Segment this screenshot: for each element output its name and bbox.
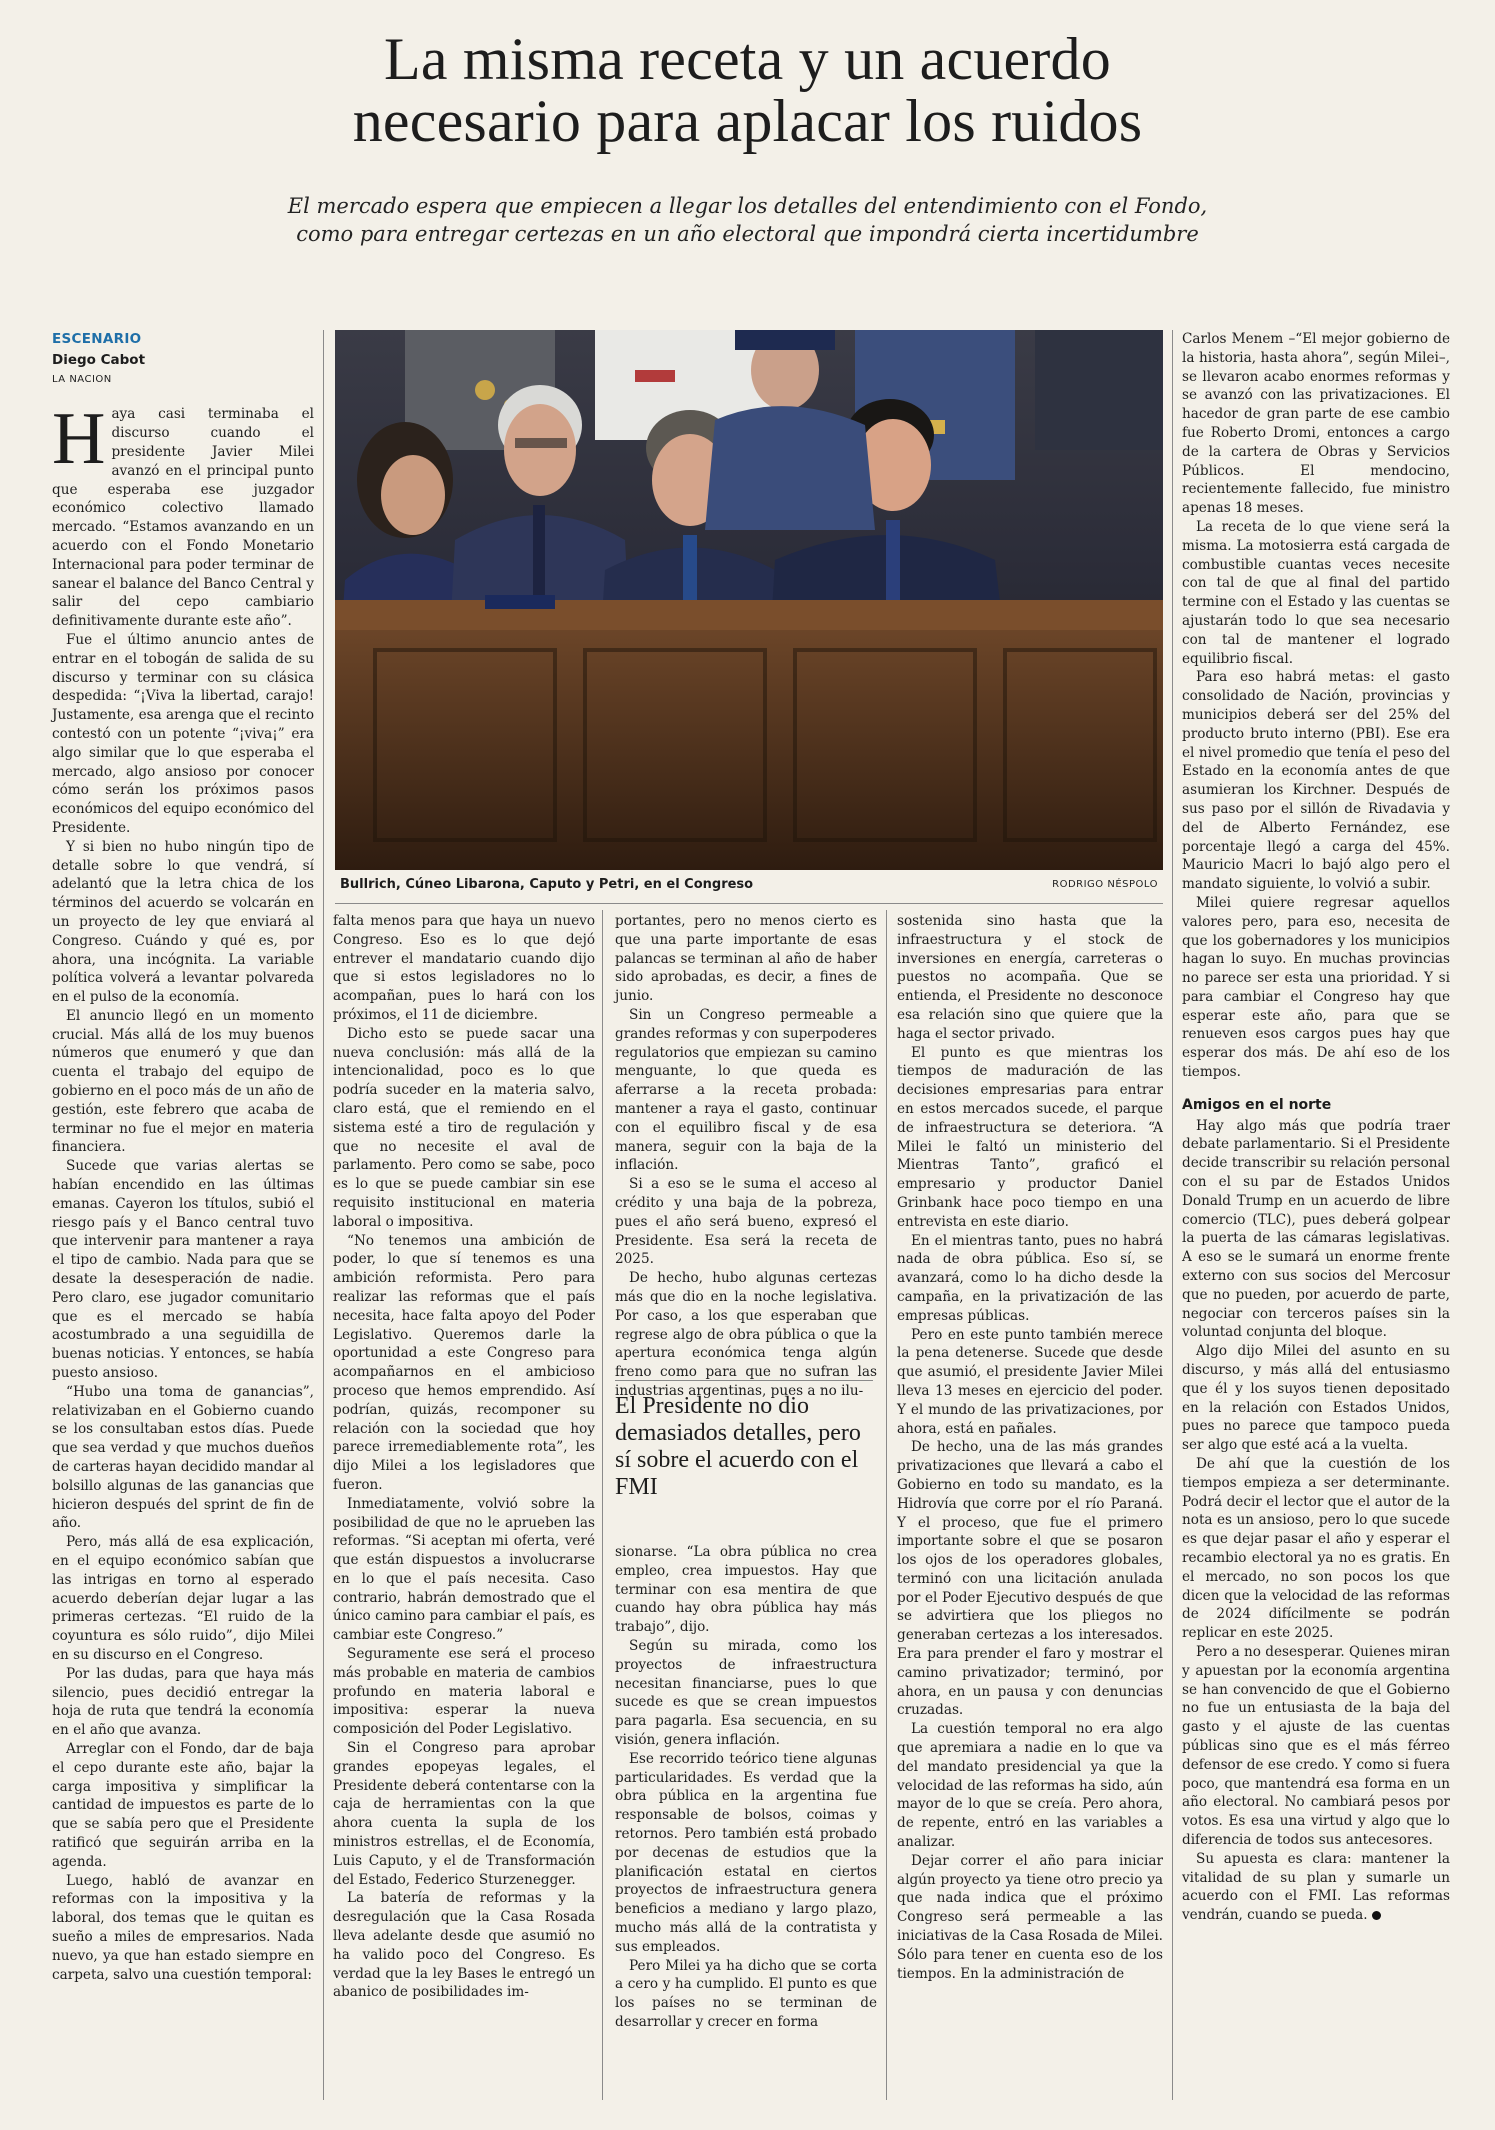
paragraph: El anuncio llegó en un momento crucial. Más allá de los muy buenos números que enumeró y que dan cuenta el trabajo del equipo de gobierno en el poco más de un año de gestión, este febrero que acaba de terminar no fue el mejor en materia financiera. xyxy=(52,1007,314,1156)
paragraph: Carlos Menem –“El mejor gobierno de la historia, hasta ahora”, según Milei–, se llevaron acabo enormes reformas y se avanzó con las privatizaciones. El hacedor de gran parte de ese cambio fue Roberto Dromi, entonces a cargo de la cartera de Obras y Servicios Públicos. El mendocino, recientemente fallecido, fue ministro apenas 18 meses. xyxy=(1182,331,1450,517)
paragraph: La cuestión temporal no era algo que apremiara a nadie en lo que va del mandato presidencial ya que la velocidad de las reformas ha sido, aún mayor de lo que se creía. Pero ahora, de repente, entró en las variables a analizar. xyxy=(897,1721,1163,1851)
article-column-4 xyxy=(897,912,1163,2100)
paragraph: Fue el último anuncio antes de entrar en el tobogán de salida de su discurso y terminar con su clásica despedida: “¡Viva la libertad, carajo! Justamente, esa arenga que el recinto contestó con un potente “¡viva¡” era algo similar que lo que esperaba el mercado, algo ansioso por conocer cómo serán los próximos pasos económicos del equipo económico del Presidente. xyxy=(52,631,315,836)
paragraph: Milei quiere regresar aquellos valores pero, para eso, necesita de que los gobernadores y los municipios hagan lo suyo. En muchas provincias no parece ser esta una prioridad. Y si para cambiar el Congreso hay que esperar este año, para que se renueven esos cargos pues hay que esperar dos más. De ahí eso de los tiempos. xyxy=(1182,894,1450,1081)
paragraph: Pero a no desesperar. Quienes miran y apuestan por la economía argentina se han convencido de que el Gobierno no fue un entusiasta de la baja del gasto y el ajuste de las cuentas públicas sino que es el más férreo defensor de ese credo. Y como si fuera poco, que mantendrá esa forma en un año electoral. No cambiará pesos por votos. Es esa una virtud y algo que lo diferencia de todos sus antecesores. xyxy=(1182,1643,1450,1848)
pull-quote: El Presidente no dio demasiados detalles, pero sí sobre el acuerdo con el FMI xyxy=(615,1380,873,1501)
section-tag: ESCENARIO xyxy=(52,331,142,347)
article-column-3-continued xyxy=(615,1543,877,2100)
paragraph: Por las dudas, para que haya más silencio, pues decidió entregar la hoja de ruta que tendrá la economía en el año que avanza. xyxy=(52,1665,314,1739)
end-of-article-icon xyxy=(1372,1911,1381,1920)
paragraph: Arreglar con el Fondo, dar de baja el cepo durante este año, bajar la carga impositiva y simplificar la cantidad de impuestos es parte de lo que se sabía pero que el Presidente ratificó que seguirán arriba en la agenda. xyxy=(52,1740,314,1870)
paragraph: Pero en este punto también merece la pena detenerse. Sucede que desde que asumió, el presidente Javier Milei lleva 13 meses en ejercicio del poder. Y el mundo de las privatizaciones, por ahora, está en pañales. xyxy=(897,1326,1163,1437)
paragraph: El punto es que mientras los tiempos de maduración de las decisiones empresarias para entrar en estos mercados sucede, el parque de infraestructura se deteriora. “A Milei le faltó un ministerio del Mientras Tanto”, graficó el empresario y productor Daniel Grinbank hace poco tiempo en una entrevista en este diario. xyxy=(897,1044,1163,1230)
paragraph: Y si bien no hubo ningún tipo de detalle sobre lo que vendrá, sí adelantó que la letra chica de los términos del acuerdo se volcarán en un proyecto de ley que enviará al Congreso. Cuándo y qué es, por ahora, una incógnita. La variable política volverá a levantar polvareda en el pulso de la economía. xyxy=(52,838,314,1006)
paragraph: falta menos para que haya un nuevo Congreso. Eso es lo que dejó entrever el mandatario cuando dijo que si estos legisladores no lo acompañan, pues lo hará con los próximos, el 11 de diciembre. xyxy=(333,913,595,1023)
paragraph: Dejar correr el año para iniciar algún proyecto ya tiene otro precio ya que nada indica que el próximo Congreso será permeable a las iniciativas de la Casa Rosada de Milei. Sólo para tener en cuenta eso de los tiempos. En la administración de xyxy=(897,1852,1163,1982)
photo-credit: RODRIGO NÉSPOLO xyxy=(1052,879,1158,890)
congress-photo xyxy=(335,330,1163,870)
headline-line-1: La misma receta y un acuerdo xyxy=(384,26,1111,92)
paragraph: Para eso habrá metas: el gasto consolidado de Nación, provincias y municipios deberá ser del 25% del producto bruto interno (PBI). Ese era el nivel promedio que tenía el peso del Estado en la economía antes de que asumieran los Kirchner. Después de sus paso por el sillón de Rivadavia y del de Alberto Fernández, ese porcentaje llegó a carga del 45%. Mauricio Macri lo bajó algo pero el mandato siguiente, lo volvió a subir. xyxy=(1182,669,1450,893)
deck-line-2: como para entregar certezas en un año electoral que impondrá cierta incertidumbre xyxy=(296,222,1199,246)
paragraph: Ese recorrido teórico tiene algunas particularidades. Es verdad que la obra pública en la argentina fue responsable de bolsos, coimas y retornos. Pero también está probado por decenas de estudios que la planificación estatal en ciertos proyectos de infraestructura genera beneficios a mediano y largo plazo, mucho más allá de la contratista y sus empleados. xyxy=(615,1750,877,1955)
paragraph: Hay algo más que podría traer debate parlamentario. Si el Presidente decide transcribir su relación personal con el su par de Estados Unidos Donald Trump en un acuerdo de libre comercio (TLC), pues deberá golpear la puerta de las cámaras legislativas. A eso se le sumará un enorme frente externo con sus socios del Mercosur que no pueden, por acuerdo de parte, negociar con terceros países sin la voluntad conjunta del bloque. xyxy=(1182,1117,1450,1341)
photo-caption xyxy=(340,877,1158,899)
paragraph: “No tenemos una ambición de poder, lo que sí tenemos es una ambición reformista. Pero para realizar las reformas que el país necesita, hace falta apoyo del Poder Legislativo. Queremos darle la oportunidad a este Congreso para acompañarnos en el ambicioso proceso que hemos emprendido. Así podrían, quizás, recomponer su relación con la sociedad que hoy parece irremediablemente rota”, les dijo Milei a los legisladores que fueron. xyxy=(333,1232,595,1493)
article-column-3 xyxy=(615,912,877,1399)
paragraph: Pero, más allá de esa explicación, en el equipo económico sabían que las intrigas en torno al esperado acuerdo deberían dejar lugar a las primeras certezas. “El ruido de la coyuntura es sólo ruido”, dijo Milei en su discurso en el Congreso. xyxy=(52,1534,314,1663)
paragraph: portantes, pero no menos cierto es que una parte importante de esas palancas se terminan al año de haber sido aprobadas, es decir, a fines de junio. xyxy=(615,913,877,1005)
paragraph: Pero Milei ya ha dicho que se corta a cero y ha cumplido. El punto es que los países no se terminan de desarrollar y crecer en forma xyxy=(615,1957,877,2030)
headline xyxy=(0,28,1495,152)
headline-line-2: necesario para aplacar los ruidos xyxy=(352,88,1143,154)
source-label: LA NACION xyxy=(52,373,112,385)
paragraph: sionarse. “La obra pública no crea empleo, crea impuestos. Hay que terminar con esa mentira de que cuando hay obra pública hay más trabajo”, dijo. xyxy=(615,1544,877,1636)
paragraph: Según su mirada, como los proyectos de infraestructura necesitan financiarse, pues lo que sucede es que se crean impuestos para pagarla. Esa secuencia, en su visión, genera inflación. xyxy=(615,1637,877,1748)
paragraph: sostenida sino hasta que la infraestructura y el stock de inversiones en energía, carreteras o puestos no acompaña. Que se entienda, el Presidente no desconoce esa relación sino que quiere que la haga el sector privado. xyxy=(897,913,1163,1042)
column-rule xyxy=(886,910,887,2100)
article-column-1 xyxy=(52,330,314,2110)
paragraph: Algo dijo Milei del asunto en su discurso, y más allá del entusiasmo que él y los suyos tienen depositado en la relación con Estados Unidos, pues no parece que tampoco pueda ser algo que esté acá a la vuelta. xyxy=(1182,1343,1450,1454)
paragraph: Haya casi terminaba el discurso cuando el presidente Javier Milei avanzó en el principal punto que esperaba ese juzgador económico colectivo llamado mercado. “Estamos avanzando en un acuerdo con el Fondo Monetario Internacional para poder terminar de sanear el balance del Banco Central y salir del cepo cambiario definitivamente durante este año”. xyxy=(52,398,314,630)
author-name: Diego Cabot xyxy=(52,351,146,368)
column-rule xyxy=(323,330,324,2100)
paragraph: De ahí que la cuestión de los tiempos empieza a ser determinante. Podrá decir el lector que el autor de la nota es un ansioso, pero lo que sucede es que dejar pasar el año y esperar el recambio electoral ya no es gratis. En el mercado, no son pocos los que dicen que la velocidad de las reformas de 2024 difícilmente se podrán replicar en este 2025. xyxy=(1182,1456,1450,1642)
deck xyxy=(150,192,1345,248)
column-rule xyxy=(1172,330,1173,2100)
caption-text: Bullrich, Cúneo Libarona, Caputo y Petri, en el Congreso xyxy=(340,877,754,892)
drop-cap: H xyxy=(52,398,106,481)
deck-line-1: El mercado espera que empiecen a llegar los detalles del entendimiento con el Fondo, xyxy=(287,194,1208,218)
article-column-5 xyxy=(1182,330,1450,2110)
subheading: Amigos en el norte xyxy=(1182,1096,1332,1113)
paragraph: Su apuesta es clara: mantener la vitalidad de su plan y sumarle un acuerdo con el FMI. Las reformas vendrán, cuando se pueda. xyxy=(1182,1850,1450,1924)
caption-rule xyxy=(335,903,1163,904)
article-column-2 xyxy=(333,912,595,2100)
paragraph: La batería de reformas y la desregulación que la Casa Rosada lleva adelante desde que asumió no ha valido poco del Congreso. Es verdad que la ley Bases le entregó un abanico de posibilidades im- xyxy=(333,1890,595,2001)
paragraph: Seguramente ese será el proceso más probable en materia de cambios profundo en materia laboral e impositiva: esperar la nueva composición del Poder Legislativo. xyxy=(333,1646,595,1738)
paragraph: Dicho esto se puede sacar una nueva conclusión: más allá de la intencionalidad, poco es lo que podría suceder en la materia salvo, claro está, que el remiendo en el sistema esté a tiro de regulación y que no necesite el aval de parlamento. Pero como se sabe, poco es lo que se puede cambiar sin ese requisito institucional en materia laboral o impositiva. xyxy=(333,1025,595,1230)
paragraph: De hecho, hubo algunas certezas más que dio en la noche legislativa. Por caso, a los que esperaban que regrese algo de obra pública o que la apertura económica tenga algún freno como para que no sufran las industrias argentinas, pues a no ilu- xyxy=(615,1270,877,1399)
paragraph: Sucede que varias alertas se habían encendido en las últimas emanas. Cayeron los títulos, subió el riesgo país y el Banco central tuvo que intervenir para mantener a raya el tipo de cambio. Nada para que se desate la desesperación de nadie. Pero claro, ese jugador comunitario que es el mercado se había acostumbrado a una seguidilla de buenas noticias. Y entonces, se había puesto ansioso. xyxy=(52,1158,314,1382)
paragraph: Luego, habló de avanzar en reformas con la impositiva y la laboral, dos temas que le quitan es sueño a miles de empresarios. Nada nuevo, ya que han estado siempre en carpeta, salvo una cuestión temporal: xyxy=(52,1872,314,1983)
paragraph: De hecho, una de las más grandes privatizaciones que llevará a cabo el Gobierno en todo su mandato, es la Hidrovía que corre por el río Paraná. Y el proceso, que fue el primero importante sobre el que se posaron los ojos de los operadores globales, terminó con una licitación anulada por el Poder Ejecutivo después de que se advirtiera que los pliegos no generaban certezas a los interesados. Era para prender el faro y mostrar el camino privatizador; terminó, por ahora, en un pausa y con denuncias cruzadas. xyxy=(897,1439,1163,1719)
paragraph: Si a eso se le suma el acceso al crédito y una baja de la pobreza, pues el año será bueno, expresó el Presidente. Esa será la receta de 2025. xyxy=(615,1176,877,1268)
paragraph: Sin un Congreso permeable a grandes reformas y con superpoderes regulatorios que empiezan su camino menguante, lo que queda es aferrarse a la receta probada: mantener a raya el gasto, continuar con el equilibro fiscal y de esa manera, seguir con la baja de la inflación. xyxy=(615,1006,877,1174)
paragraph: “Hubo una toma de ganancias”, relativizaban en el Gobierno cuando se los consultaban estos días. Puede que sea verdad y que muchos dueños de carteras hayan decidido mandar al bolsillo algunas de las ganancias que hicieron después del sprint de fin de año. xyxy=(52,1383,314,1532)
paragraph: La receta de lo que viene será la misma. La motosierra está cargada de combustible cuantas veces necesite con tal de que al final del partido termine con el Estado y las cuentas se ajustarán todo lo que sea necesario con tal de mantener el logrado equilibrio fiscal. xyxy=(1182,518,1450,667)
paragraph: Sin el Congreso para aprobar grandes epopeyas legales, el Presidente deberá contentarse con la caja de herramientas con la que ahora cuenta la supla de los ministros estrellas, el de Economía, Luis Caputo, y el de Transformación del Estado, Federico Sturzenegger. xyxy=(333,1740,595,1888)
paragraph: Inmediatamente, volvió sobre la posibilidad de que no le aprueben las reformas. “Si aceptan mi oferta, veré que están dispuestos a involucrarse en lo que el país necesita. Caso contrario, habrán demostrado que el único camino para cambiar el país, es cambiar este Congreso.” xyxy=(333,1495,595,1644)
paragraph: En el mientras tanto, pues no habrá nada de obra pública. Eso sí, se avanzará, como lo ha dicho desde la campaña, en la privatización de las empresas públicas. xyxy=(897,1232,1163,1324)
column-rule xyxy=(602,910,603,2100)
